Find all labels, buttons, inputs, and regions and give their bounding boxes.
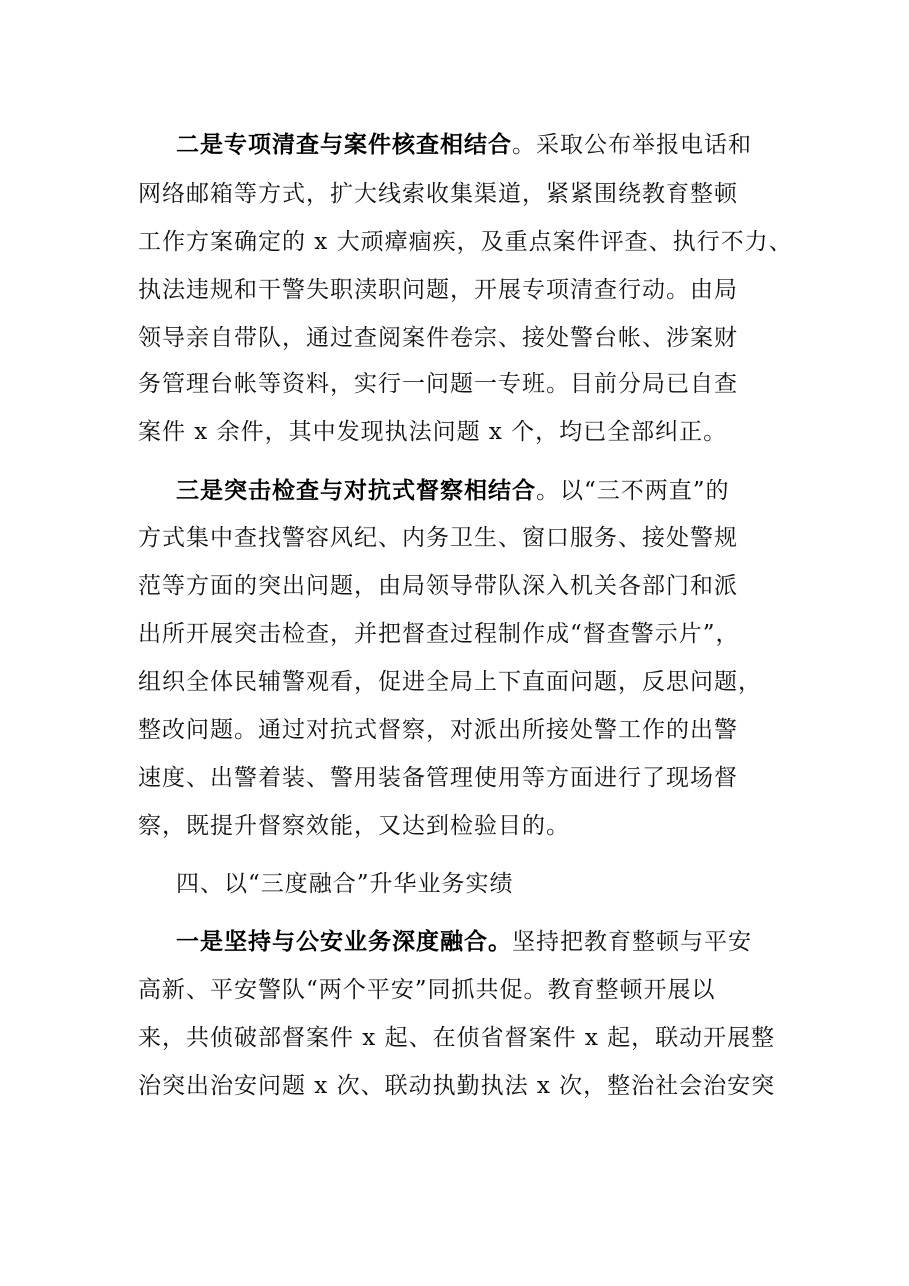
paragraph-2-line-5: 组织全体民辅警观看，促进全局上下直面问题，反思问题， bbox=[138, 669, 762, 695]
paragraph-1-text: 。采取公布举报电话和 bbox=[512, 132, 752, 158]
paragraph-3-line-1 bbox=[176, 922, 752, 962]
paragraph-2-line-4: 出所开展突击检查，并把督查过程制作成“督查警示片”， bbox=[138, 621, 740, 647]
paragraph-1-line-6: 务管理台帐等资料，实行一问题一专班。目前分局已自查 bbox=[138, 371, 738, 397]
paragraph-2-line-8: 察，既提升督察效能，又达到检验目的。 bbox=[138, 813, 570, 839]
paragraph-3-line-3: 来，共侦破部督案件 x 起、在侦省督案件 x 起，联动开展整 bbox=[138, 1025, 776, 1051]
paragraph-1-line-7: 案件 x 余件，其中发现执法问题 x 个，均已全部纠正。 bbox=[138, 419, 728, 445]
paragraph-2-line-6: 整改问题。通过对抗式督察，对派出所接处警工作的出警 bbox=[138, 717, 738, 743]
paragraph-1-line-3: 工作方案确定的 x 大顽瘴痼疾，及重点案件评查、执行不力、 bbox=[138, 229, 793, 255]
paragraph-3-lead: 一是坚持与公安业务深度融合。 bbox=[176, 928, 512, 955]
paragraph-2-line-2: 方式集中查找警容风纪、内务卫生、窗口服务、接处警规 bbox=[138, 525, 738, 551]
section-heading: 四、以“三度融合”升华业务实绩 bbox=[176, 871, 514, 897]
paragraph-2-lead: 三是突击检查与对抗式督察相结合 bbox=[176, 477, 536, 504]
paragraph-2-line-3: 范等方面的突出问题，由局领导带队深入机关各部门和派 bbox=[138, 573, 738, 599]
paragraph-1-line-1 bbox=[176, 125, 752, 165]
paragraph-2-line-1 bbox=[176, 471, 730, 511]
paragraph-2-line-7: 速度、出警着装、警用装备管理使用等方面进行了现场督 bbox=[138, 765, 738, 791]
paragraph-1-line-4: 执法违规和干警失职渎职问题，开展专项清查行动。由局 bbox=[138, 277, 738, 303]
paragraph-1-lead: 二是专项清查与案件核查相结合 bbox=[176, 131, 512, 158]
paragraph-3-text: 坚持把教育整顿与平安 bbox=[512, 929, 752, 955]
paragraph-3-line-2: 高新、平安警队“两个平安”同抓共促。教育整顿开展以 bbox=[138, 977, 716, 1003]
paragraph-1-line-2: 网络邮箱等方式，扩大线索收集渠道，紧紧围绕教育整顿 bbox=[138, 181, 738, 207]
paragraph-1-line-5: 领导亲自带队，通过查阅案件卷宗、接处警台帐、涉案财 bbox=[138, 325, 738, 351]
paragraph-3-line-4: 治突出治安问题 x 次、联动执勤执法 x 次，整治社会治安突 bbox=[138, 1073, 776, 1099]
paragraph-2-text: 。以“三不两直”的 bbox=[536, 478, 730, 504]
